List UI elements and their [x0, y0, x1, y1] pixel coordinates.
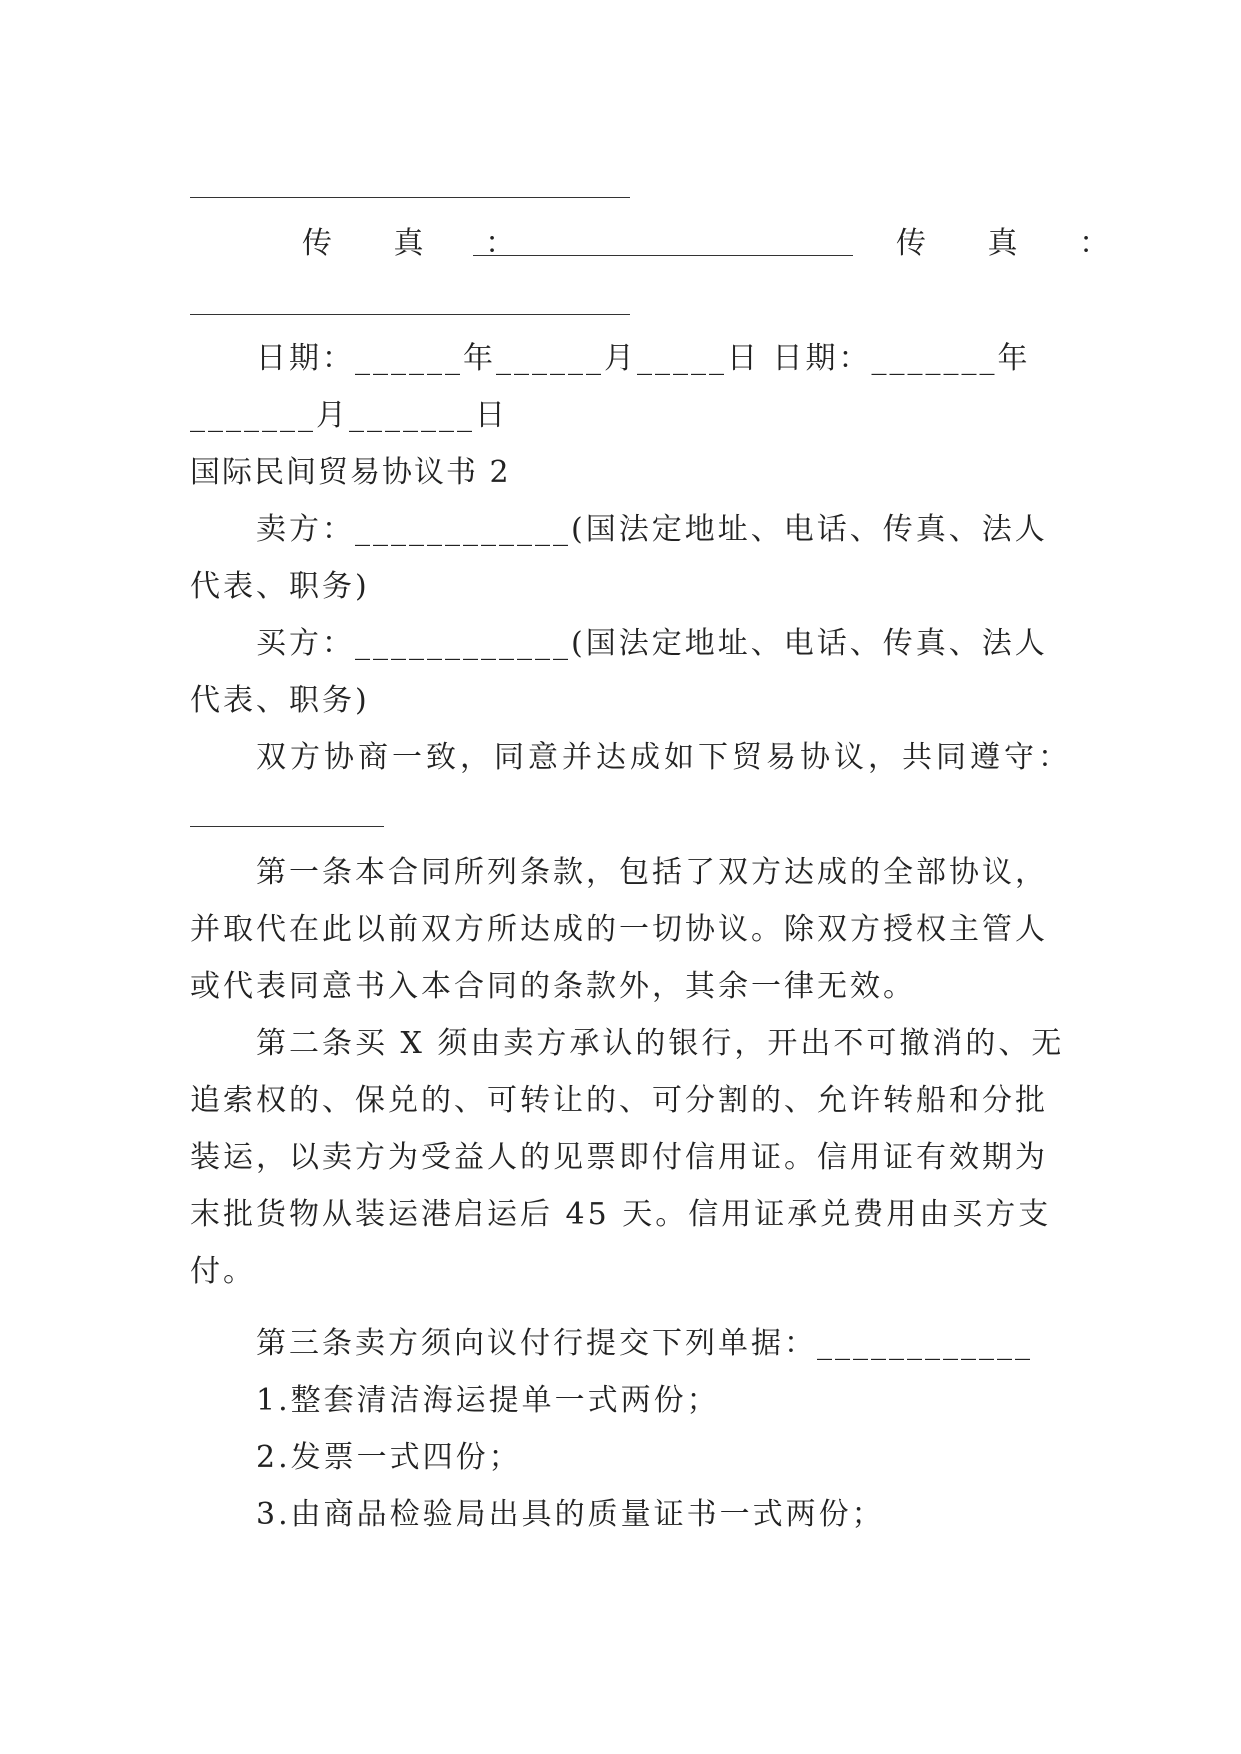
fax-label-right: 传 真 ：	[896, 226, 1136, 261]
article2-line: 末批货物从装运港启运后 45 天。信用证承兑费用由买方支	[190, 1197, 1052, 1232]
article2-line: 装运，以卖方为受益人的见票即付信用证。信用证有效期为	[190, 1140, 1048, 1175]
article1-line: 或代表同意书入本合同的条款外，其余一律无效。	[190, 969, 916, 1004]
intro-line: 双方协商一致，同意并达成如下贸易协议，共同遵守：	[256, 740, 1072, 775]
blank-line	[190, 826, 384, 827]
fax-blank-left	[473, 255, 853, 256]
article2-line: 追索权的、保兑的、可转让的、可分割的、允许转船和分批	[190, 1083, 1048, 1118]
buyer-line-cont: 代表、职务)	[190, 683, 370, 718]
fax-row	[190, 224, 1136, 264]
article1-line: 并取代在此以前双方所达成的一切协议。除双方授权主管人	[190, 912, 1048, 947]
article2-line: 付。	[190, 1254, 256, 1289]
article3-head: 第三条卖方须向议付行提交下列单据：____________	[256, 1326, 1033, 1361]
blank-line	[190, 314, 630, 315]
seller-line: 卖方：____________(国法定地址、电话、传真、法人	[256, 512, 1048, 547]
date-line: 日期：______年______月_____日 日期：_______年	[256, 341, 1031, 376]
article2-line: 第二条买 X 须由卖方承认的银行，开出不可撤消的、无	[256, 1026, 1065, 1061]
fax-label-left: 传 真 ：	[302, 226, 542, 261]
article3-item: 1.整套清洁海运提单一式两份；	[256, 1383, 720, 1418]
article1-line: 第一条本合同所列条款，包括了双方达成的全部协议，	[256, 855, 1048, 890]
doc-title: 国际民间贸易协议书 2	[190, 455, 511, 490]
article3-item: 2.发票一式四份；	[256, 1440, 522, 1475]
seller-line-cont: 代表、职务)	[190, 569, 370, 604]
blank-line	[190, 197, 630, 198]
buyer-line: 买方：____________(国法定地址、电话、传真、法人	[256, 626, 1048, 661]
article3-item: 3.由商品检验局出具的质量证书一式两份；	[256, 1497, 885, 1532]
date-line-cont: _______月_______日	[190, 398, 508, 433]
